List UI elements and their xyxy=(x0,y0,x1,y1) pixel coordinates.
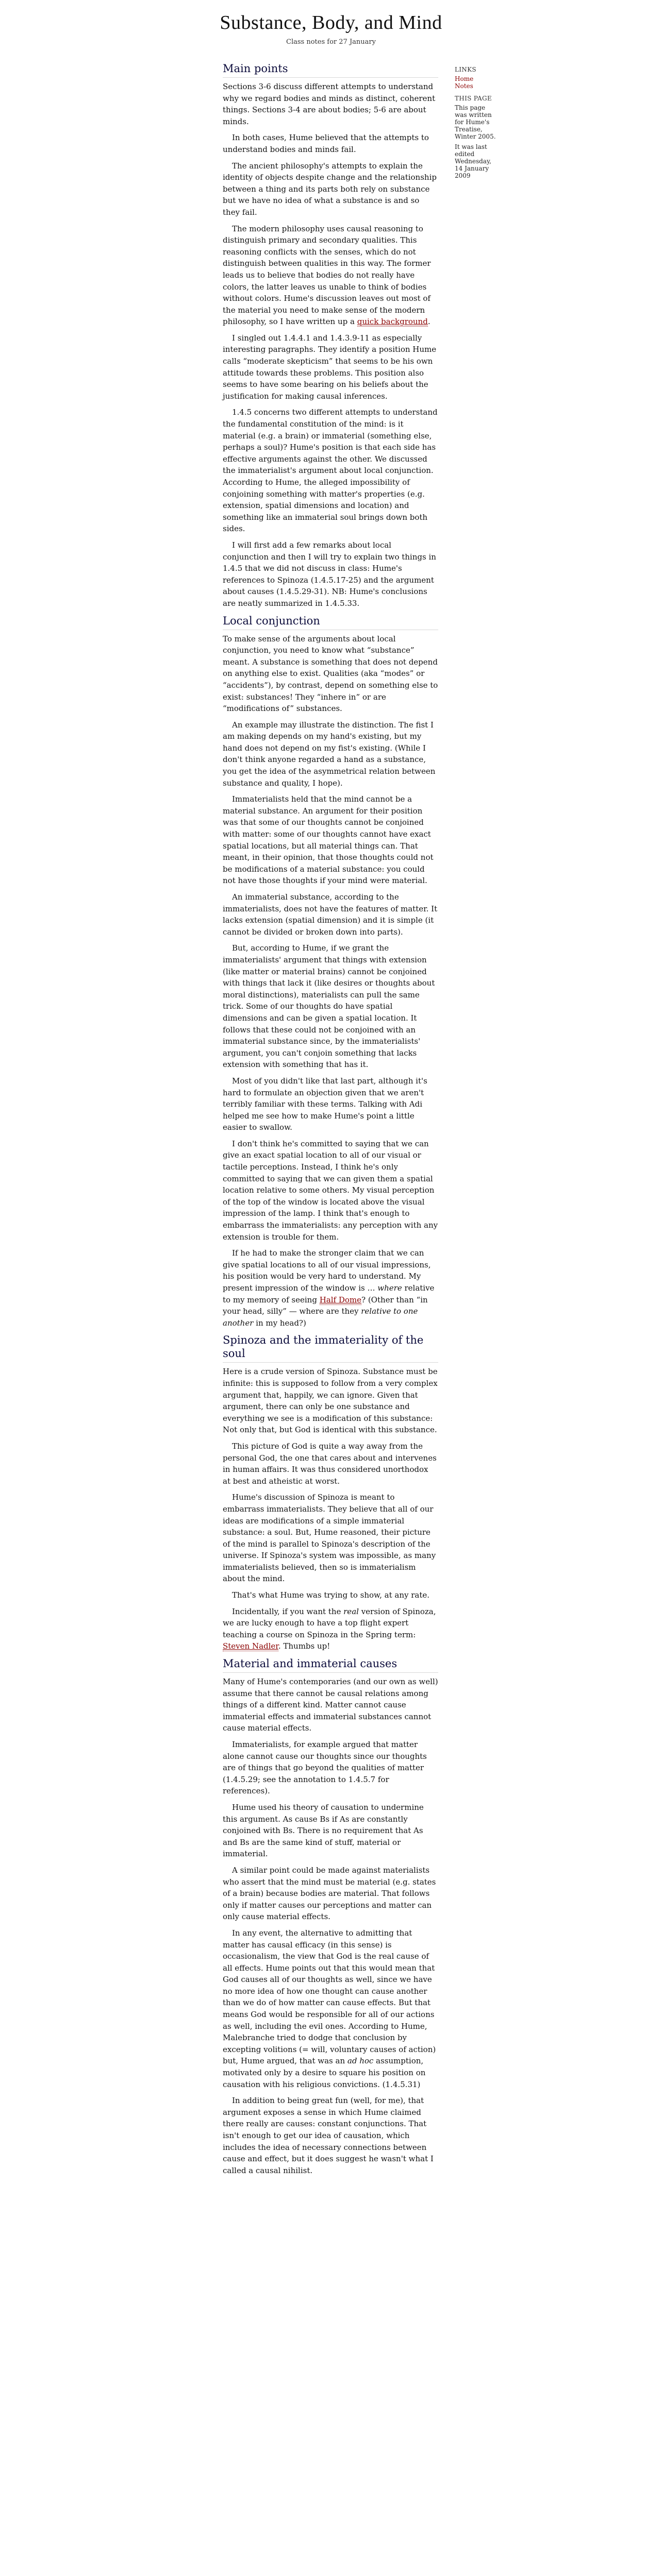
paragraph-text: Immaterialists held that the mind cannot be a material substance. An argument for their position was that some of our thoughts cannot be conjoined with matter: some of our thoughts cannot have exact spatial locations, but all material things can. That meant, in their opinion, that those thoughts could not be modifications of a material substance: you could not have those thoughts if your mind were material. xyxy=(223,794,434,886)
emphasis-text: ad hoc xyxy=(347,2056,374,2066)
paragraph xyxy=(223,539,438,609)
paragraph xyxy=(223,1366,438,1436)
paragraph-text: In addition to being great fun (well, for me), that argument exposes a sense in which Hume claimed there really are causes: constant conjunctions. That isn't enough to get our idea of causation, which includes the idea of necessary connections between cause and effect, but it does suggest he wasn't what I called a causal nihilist. xyxy=(223,2096,434,2175)
paragraph-text: This picture of God is quite a way away from the personal God, the one that cares about and intervenes in human affairs. It was thus considered unorthodox at best and atheistic at worst. xyxy=(223,1441,437,1486)
paragraph-text: But, according to Hume, if we grant the immaterialists' argument that things with extension (like matter or material brains) cannot be conjoined with things that lack it (like desires or thoughts about moral distinctions), materialists can pull the same trick. Some of our thoughts do have spatial dimensions and can be given a spatial location. It follows that these could not be conjoined with an immaterial substance since, by the immaterialists' argument, you can't conjoin something that lacks extension with something that has it. xyxy=(223,943,435,1070)
paragraph xyxy=(223,1739,438,1797)
paragraph-text: The ancient philosophy's attempts to explain the identity of objects despite change and the relationship between a thing and its parts both rely on substance but we have no idea of what a substance is and so they fail. xyxy=(223,161,437,217)
section-heading: Main points xyxy=(223,62,438,78)
sidebar xyxy=(455,66,499,182)
paragraph xyxy=(223,2095,438,2176)
inline-link[interactable]: quick background xyxy=(357,317,428,327)
paragraph-text: A similar point could be made against materialists who assert that the mind must be material (e.g. states of a brain) because bodies are material. That follows only if matter causes our perceptions and matter can only cause material effects. xyxy=(223,1865,436,1922)
paragraph xyxy=(223,1247,438,1329)
paragraph xyxy=(223,406,438,535)
links-heading: LINKS xyxy=(455,66,476,73)
paragraph xyxy=(223,132,438,155)
emphasis-text: real xyxy=(343,1606,359,1616)
emphasis-text: where xyxy=(377,1283,402,1293)
paragraph-text: Immaterialists, for example argued that matter alone cannot cause our thoughts since our thoughts are of things that go beyond the qualities of matter (1.4.5.29; see the annotation to 1.4.5.7 for references). xyxy=(223,1740,427,1796)
paragraph xyxy=(223,1138,438,1243)
paragraph-text: 1.4.5 concerns two different attempts to understand the fundamental constitution of the mind: is it material (e.g. a brain) or immaterial (something else, perhaps a soul)? Hume's position is that each side has effective arguments against the other. We discussed the immaterialist's argument about local conjunction. According to Hume, the alleged impossibility of conjoining something with matter's properties (e.g. extension, spatial dimensions and location) and something like an immaterial soul brings down both sides. xyxy=(223,408,438,534)
paragraph-text: relative to my memory of seeing xyxy=(223,1283,435,1304)
paragraph-text: Here is a crude version of Spinoza. Substance must be infinite: this is supposed to follow from a very complex argument that, happily, we can ignore. Given that argument, there can only be one substance and everything we see is a modification of this substance: Not only that, but God is identical with this substance. xyxy=(223,1367,438,1435)
paragraph xyxy=(223,1676,438,1734)
article-body xyxy=(223,58,438,2181)
paragraph-text: An immaterial substance, according to the immaterialists, does not have the features of matter. It lacks extension (spatial dimension) and it is simple (it cannot be divided or broken down into parts). xyxy=(223,892,438,937)
paragraph xyxy=(223,332,438,402)
paragraph-text: Hume's discussion of Spinoza is meant to embarrass immaterialists. They believe that all of our ideas are modifications of a simple immaterial substance: a soul. But, Hume reasoned, their picture of the mind is parallel to Spinoza's description of the universe. If Spinoza's system was impossible, as many immaterialists believed, then so is immaterialism about the mind. xyxy=(223,1493,436,1584)
paragraph-text: Sections 3-6 discuss different attempts to understand why we regard bodies and minds as distinct, coherent things. Sections 3-4 are about bodies; 5-6 are about minds. xyxy=(223,82,436,126)
paragraph-text: Most of you didn't like that last part, although it's hard to formulate an objection given that we aren't terribly familiar with these terms. Talking with Adi helped me see how to make Hume's point a little easier to swallow. xyxy=(223,1076,427,1132)
paragraph-text: version of Spinoza, we are lucky enough to have a top flight expert teaching a course on Spinoza in the Spring term: xyxy=(223,1606,436,1639)
paragraph xyxy=(223,1440,438,1487)
paragraph-text: . Thumbs up! xyxy=(278,1641,330,1651)
paragraph xyxy=(223,719,438,789)
inline-link[interactable]: Steven Nadler xyxy=(223,1641,278,1651)
paragraph-text: Incidentally, if you want the xyxy=(232,1606,344,1616)
paragraph-text: If he had to make the stronger claim that we can give spatial locations to all of our visual impressions, his position would be very hard to understand. My present impression of the window is … xyxy=(223,1248,431,1293)
page-title: Substance, Body, and Mind xyxy=(220,12,442,33)
paragraph xyxy=(223,223,438,328)
paragraph-text: In both cases, Hume believed that the attempts to understand bodies and minds fail. xyxy=(223,133,429,154)
paragraph-text: assumption, motivated only by a desire to square his position on causation with his religious convictions. (1.4.5.31) xyxy=(223,2056,426,2089)
page-subtitle: Class notes for 27 January xyxy=(286,38,376,46)
paragraph-text: . xyxy=(427,317,431,327)
paragraph xyxy=(223,81,438,127)
paragraph-text: In any event, the alternative to admitting that matter has causal efficacy (in this sense) is occasionalism, the view that God is the real cause of all effects. Hume points out that this would mean that God causes all of our thoughts as well, since we have no more idea of how one thought can cause another than we do of how matter can cause effects. But that means God would be responsible for all of our actions as well, including the evil ones. According to Hume, Malebranche tried to dodge that conclusion by excepting volitions (= will, voluntary causes of action) but, Hume argued, that was an xyxy=(223,1928,436,2066)
paragraph xyxy=(223,633,438,715)
section-heading: Spinoza and the immateriality of the soul xyxy=(223,1333,438,1363)
notes-link[interactable]: Notes xyxy=(455,82,473,90)
paragraph xyxy=(223,1802,438,1860)
section-heading: Material and immaterial causes xyxy=(223,1657,438,1673)
page-header xyxy=(0,11,662,46)
paragraph-text: Hume used his theory of causation to undermine this argument. As cause Bs if As are constantly conjoined with Bs. There is no requirement that As and Bs are the same kind of stuff, material or immaterial. xyxy=(223,1802,424,1859)
last-edited-text: It was last edited Wednesday, 14 January 2009 xyxy=(455,143,491,179)
paragraph-text: I don't think he's committed to saying that we can give an exact spatial location to all of our visual or tactile perceptions. Instead, I think he's only committed to saying that we can given them a spatial location relative to some others. My visual perception of the top of the window is located above the visual impression of the lamp. I think that's enough to embarrass the immaterialists: any perception with any extension is trouble for them. xyxy=(223,1139,438,1242)
home-link[interactable]: Home xyxy=(455,75,474,82)
paragraph xyxy=(223,1589,438,1601)
paragraph-text: The modern philosophy uses causal reasoning to distinguish primary and secondary qualities. This reasoning conflicts with the senses, which do not distinguish between qualities in this way. The former leads us to believe that bodies do not really have colors, the latter leaves us unable to think of bodies without colors. Hume's discussion leaves out most of the material you need to make sense of the modern philosophy, so I have written up a xyxy=(223,224,431,327)
paragraph xyxy=(223,160,438,218)
this-page-heading: THIS PAGE xyxy=(455,95,492,102)
paragraph-text: I singled out 1.4.4.1 and 1.4.3.9-11 as especially interesting paragraphs. They identify a position Hume calls “moderate skepticism” that seems to be his own attitude towards these problems. This position also seems to have some bearing on his beliefs about the justification for making causal inferences. xyxy=(223,333,437,401)
paragraph-text: Many of Hume's contemporaries (and our own as well) assume that there cannot be causal relations among things of a different kind. Matter cannot cause immaterial effects and immaterial substances cannot cause material effects. xyxy=(223,1677,438,1733)
paragraph-text: I will first add a few remarks about local conjunction and then I will try to explain two things in 1.4.5 that we did not discuss in class: Hume's references to Spinoza (1.4.5.17-25) and the argument about causes (1.4.5.29-31). NB: Hume's conclusions are neatly summarized in 1.4.5.33. xyxy=(223,540,436,608)
paragraph-text: That's what Hume was trying to show, at any rate. xyxy=(232,1590,430,1600)
section-heading: Local conjunction xyxy=(223,614,438,630)
paragraph-text: An example may illustrate the distinction. The fist I am making depends on my hand's existing, but my hand does not depend on my fist's existing. (While I don't think anyone regarded a hand as a substance, you get the idea of the asymmetrical relation between substance and quality, I hope). xyxy=(223,720,436,788)
paragraph-text: ? (Other than “in your head, silly” — where are they xyxy=(223,1295,428,1316)
paragraph xyxy=(223,1492,438,1585)
page-about-text: This page was written for Hume's Treatise, Winter 2005. xyxy=(455,104,496,140)
paragraph xyxy=(223,891,438,938)
paragraph xyxy=(223,1927,438,2090)
paragraph xyxy=(223,942,438,1071)
paragraph-text: To make sense of the arguments about local conjunction, you need to know what “substance” meant. A substance is something that does not depend on anything else to exist. Qualities (aka “modes” or “accidents”), by contrast, depend on something else to exist: substances! They “inhere in” or are “modifications of” substances. xyxy=(223,634,438,714)
inline-link[interactable]: Half Dome xyxy=(319,1295,362,1304)
emphasis-text: relative to one another xyxy=(223,1307,418,1328)
paragraph-text: in my head?) xyxy=(253,1318,306,1328)
paragraph xyxy=(223,1075,438,1133)
paragraph xyxy=(223,1865,438,1923)
paragraph xyxy=(223,1606,438,1652)
paragraph xyxy=(223,793,438,887)
